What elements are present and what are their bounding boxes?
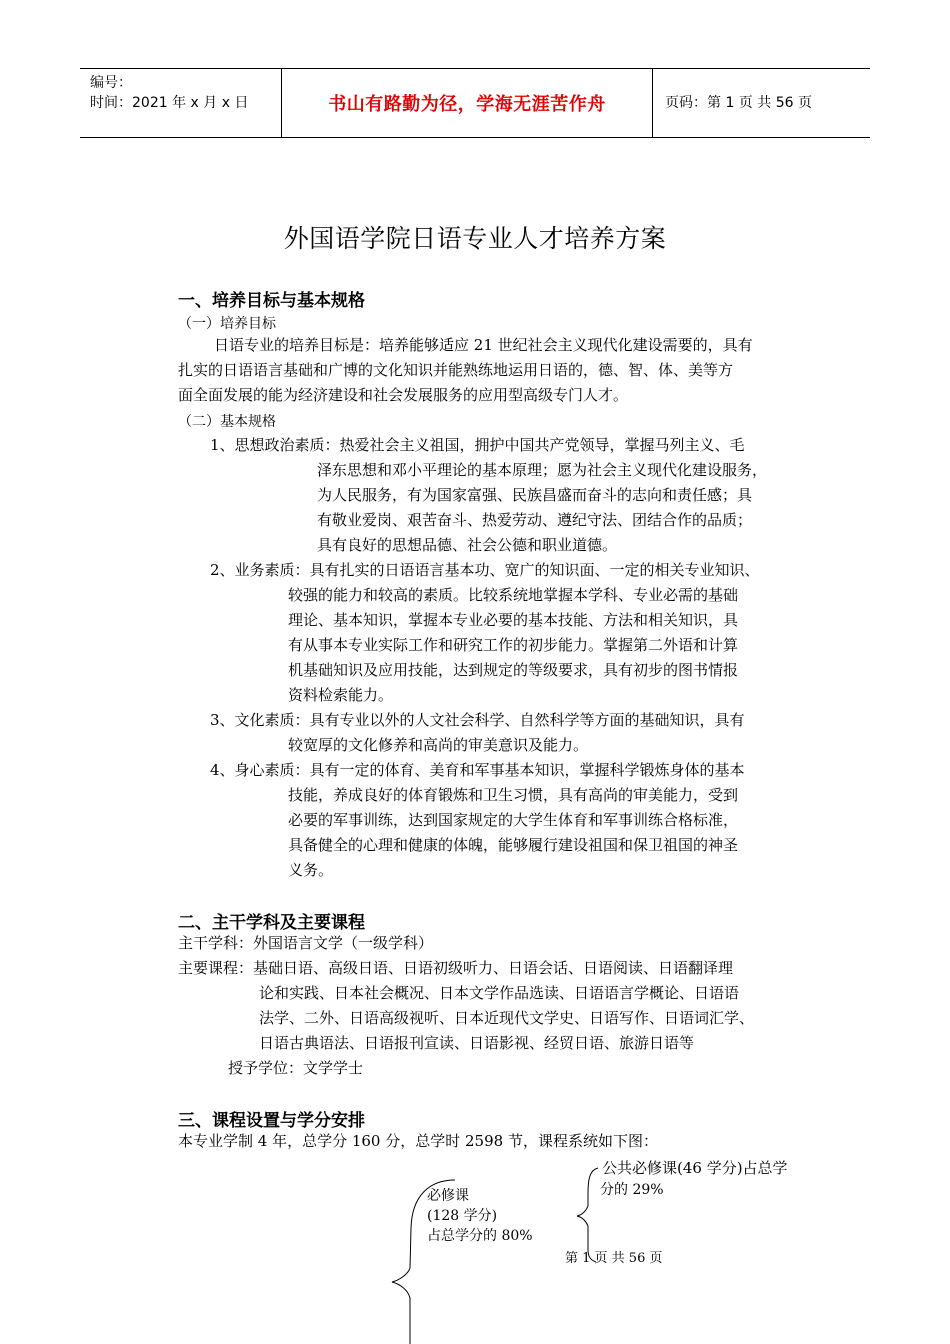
section3-intro: 本专业学制 4 年，总学分 160 分，总学时 2598 节，课程系统如下图： — [178, 1132, 658, 1150]
page-number: 第 1 页 共 56 页 — [565, 1251, 663, 1266]
subsection-heading: （一）培养目标 — [178, 316, 276, 332]
document-number-label: 编号： — [90, 75, 132, 91]
paragraph-line: 资料检索能力。 — [288, 686, 394, 704]
header-meta — [90, 73, 248, 113]
paragraph-line: 义务。 — [288, 861, 334, 879]
header-page-info: 页码：第 1 页 共 56 页 — [665, 95, 812, 111]
header-motto: 书山有路勤为径，学海无涯苦作舟 — [328, 94, 606, 115]
paragraph-line: 必要的军事训练，达到国家规定的大学生体育和军事训练合格标准， — [288, 811, 739, 829]
required-course-label: 必修课 — [427, 1188, 469, 1204]
paragraph-line: 2、业务素质：具有扎实的日语语言基本功、宽广的知识面、一定的相关专业知识、 — [210, 561, 760, 579]
paragraph-line: 较强的能力和较高的素质。比较系统地掌握本学科、专业必需的基础 — [288, 586, 739, 604]
spec-item — [210, 433, 767, 558]
spec-item — [210, 758, 745, 883]
paragraph-line: 技能，养成良好的体育锻炼和卫生习惯，具有高尚的审美能力，受到 — [288, 786, 739, 804]
paragraph-line: 扎实的日语语言基础和广博的文化知识并能熟练地运用日语的，德、智、体、美等方 — [178, 361, 734, 379]
required-course-credits: (128 学分) — [427, 1208, 498, 1224]
paragraph-line: 为人民服务，有为国家富强、民族昌盛而奋斗的志向和责任感；具 — [317, 486, 753, 504]
paragraph-line: 主要课程：基础日语、高级日语、日语初级听力、日语会话、日语阅读、日语翻译理 — [178, 959, 734, 977]
main-discipline: 主干学科：外国语言文学（一级学科） — [178, 934, 434, 952]
paragraph-line: 日语古典语法、日语报刊宣读、日语影视、经贸日语、旅游日语等 — [259, 1034, 695, 1052]
courses-block — [178, 931, 754, 1081]
goal-paragraph — [178, 333, 753, 408]
paragraph-line: 法学、二外、日语高级视听、日本近现代文学史、日语写作、日语词汇学、 — [259, 1009, 755, 1027]
section-heading: 三、课程设置与学分安排 — [178, 1111, 365, 1131]
public-required-line1: 公共必修课(46 学分)占总学 — [602, 1159, 788, 1177]
section-heading: 二、主干学科及主要课程 — [178, 913, 365, 933]
paragraph-line: 有从事本专业实际工作和研究工作的初步能力。掌握第二外语和计算 — [288, 636, 739, 654]
spec-item — [210, 708, 745, 758]
subsection-heading: （二）基本规格 — [178, 414, 276, 430]
header-divider — [652, 69, 653, 137]
degree-line: 授予学位：文学学士 — [228, 1059, 364, 1077]
paragraph-line: 机基础知识及应用技能，达到规定的等级要求，具有初步的图书情报 — [288, 661, 739, 679]
paragraph-line: 具有良好的思想品德、社会公德和职业道德。 — [317, 536, 618, 554]
section-heading: 一、培养目标与基本规格 — [178, 291, 365, 311]
paragraph-line: 4、身心素质：具有一定的体育、美育和军事基本知识，掌握科学锻炼身体的基本 — [210, 761, 745, 779]
bracket-lines — [0, 1150, 950, 1344]
document-date: 时间：2021 年 x 月 x 日 — [90, 95, 249, 111]
public-required-line2: 分的 29% — [600, 1182, 664, 1198]
spec-item — [210, 558, 760, 708]
paragraph-line: 理论、基本知识，掌握本专业必要的基本技能、方法和相关知识，具 — [288, 611, 739, 629]
paragraph-line: 论和实践、日本社会概况、日本文学作品选读、日语语言学概论、日语语 — [259, 984, 740, 1002]
paragraph-line: 较宽厚的文化修养和高尚的审美意识及能力。 — [288, 736, 589, 754]
paragraph-line: 具备健全的心理和健康的体魄，能够履行建设祖国和保卫祖国的神圣 — [288, 836, 739, 854]
page-header — [80, 68, 870, 138]
paragraph-line: 日语专业的培养目标是：培养能够适应 21 世纪社会主义现代化建设需要的，具有 — [214, 336, 753, 354]
paragraph-line: 3、文化素质：具有专业以外的人文社会科学、自然科学等方面的基础知识，具有 — [210, 711, 745, 729]
paragraph-line: 泽东思想和邓小平理论的基本原理；愿为社会主义现代化建设服务， — [317, 461, 768, 479]
paragraph-line: 1、思想政治素质：热爱社会主义祖国，拥护中国共产党领导，掌握马列主义、毛 — [210, 436, 745, 454]
paragraph-line: 有敬业爱岗、艰苦奋斗、热爱劳动、遵纪守法、团结合作的品质； — [317, 511, 753, 529]
paragraph-line: 面全面发展的能为经济建设和社会发展服务的应用型高级专门人才。 — [178, 386, 629, 404]
required-course-share: 占总学分的 80% — [427, 1228, 533, 1244]
course-structure-diagram — [0, 1150, 950, 1344]
document-title: 外国语学院日语专业人才培养方案 — [283, 224, 667, 253]
